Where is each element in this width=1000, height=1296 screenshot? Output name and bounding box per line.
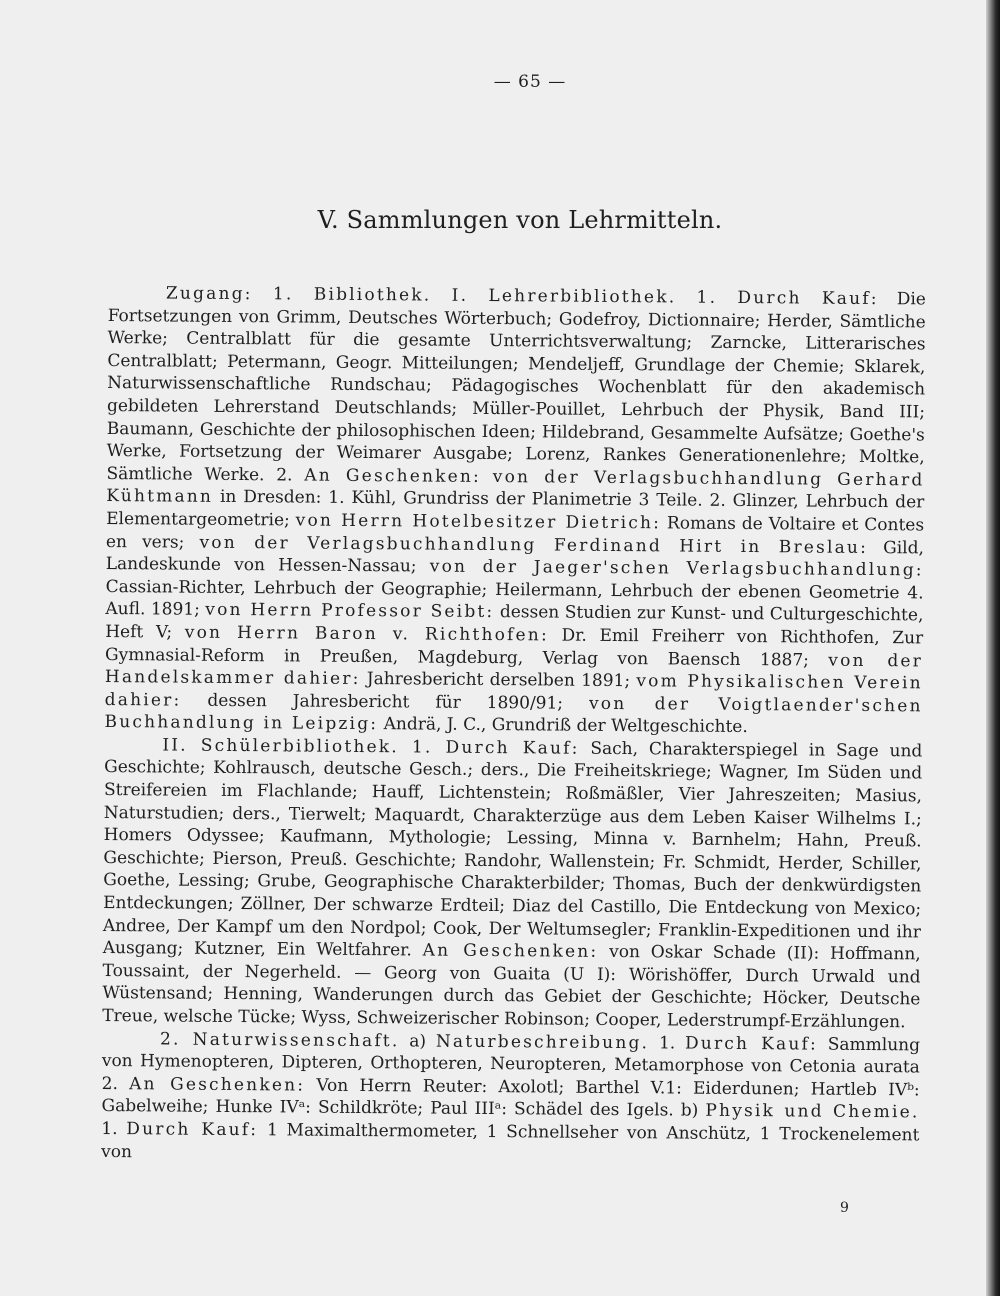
text-run: Physik und Chemie. <box>705 1101 920 1123</box>
text-run: Naturbeschreibung. <box>435 1031 650 1053</box>
paragraph-schuelerbibliothek <box>102 734 922 1034</box>
text-run: 1. <box>649 1032 686 1054</box>
text-run: 1. Bibliothek. I. Lehrerbibliothek. 1. <box>252 284 738 308</box>
text-run <box>481 467 493 487</box>
text-run: Zugang: <box>165 283 253 305</box>
text-run: Durch Kauf: <box>684 1033 819 1055</box>
text-run: An Geschenken: <box>129 1073 306 1096</box>
body-text <box>101 282 926 1170</box>
text-run: dessen Studien zur Kunst- und Culturgeschichte, Heft V; <box>105 602 924 643</box>
text-run: dessen Jahresbericht für 1890/91; <box>181 690 590 714</box>
text-run: vom Physikalischen Verein dahier: <box>104 671 923 711</box>
text-run: Jahresbericht derselben 1891; <box>360 669 637 692</box>
text-run: Durch Kauf: <box>445 737 580 759</box>
section-heading: V. Sammlungen von Lehrmitteln. <box>317 206 723 234</box>
text-run: 1 Maximalthermometer, 1 Schnellseher von Anschütz, 1 Trockenelement von <box>101 1120 920 1162</box>
scan-edge-shadow <box>986 0 1000 1296</box>
paragraph-naturwissenschaft <box>101 1028 920 1170</box>
text-run: Dr. Emil Freiherr von Richthofen, Zur Gymnasial-Reform in Preußen, Magdeburg, Verlag von Baensch 1887; <box>104 625 924 671</box>
text-run: 1. <box>101 1118 127 1140</box>
text-run: von der Voigtlaender'schen Buchhandlung in Leipzig: <box>104 693 923 735</box>
text-run: Durch Kauf: <box>126 1119 259 1141</box>
text-run: von Oskar Schade (II): Hoffmann, Toussaint, der Negerheld. — Georg von Guaita (U I): Wörishöffer, Durch Urwald und Wüstensand; Henning, Wanderungen durch das Gebiet der Geschichte; Höcker, Deutsche Treue, welsche Tücke; Wyss, Schweizerischer Robinson; Cooper, Lederstrumpf-Erzählungen. <box>102 942 921 1033</box>
text-run: a) <box>399 1030 436 1052</box>
text-run: von der Handelskammer dahier: <box>104 650 924 690</box>
text-run: Gild, Landeskunde von Hessen-Nassau; <box>105 537 925 577</box>
text-run: von der Jaeger'schen Verlagsbuchhandlung: <box>429 556 924 581</box>
text-run: II. Schülerbibliothek. 1. <box>162 735 446 758</box>
text-run: 2. Naturwissenschaft. <box>159 1029 400 1051</box>
text-run: An Geschenken: <box>422 940 599 963</box>
paragraph-zugang <box>104 282 926 740</box>
text-run: in Dresden: 1. Kühl, Grundriss der Planimetrie 3 Teile. 2. Glinzer, Lehrbuch der Elementargeometrie; <box>106 487 925 531</box>
text-run: von Herrn Hotelbesitzer Dietrich: <box>295 510 662 534</box>
page-number: — 65 — <box>493 72 567 92</box>
text-run: Sammlung von Hymenopteren, Dipteren, Orthopteren, Neuropteren, Metamorphose von Cetonia aurata 2. <box>101 1034 921 1094</box>
text-run: An Geschenken: <box>304 465 482 487</box>
text-run: von Herrn Professor Seibt: <box>205 600 495 623</box>
text-run: von der Verlagsbuchhandlung Gerhard Kühtmann <box>106 466 925 508</box>
text-run: Durch Kauf: <box>737 287 879 310</box>
text-run: Sach, Charakterspiegel in Sage und Geschichte; Kohlrausch, deutsche Gesch.; ders., Die Freiheitskriege; Wagner, Im Süden und Streifereien im Flachlande; Hauff, Lichtenstein; Roßmäßler, Vier Jahreszeiten; Masius, Naturstudien; ders., Tierwelt; Maquardt, Charakterzüge aus dem Leben Kaiser Wilhelms I.; Homers Odyssee; Kaufmann, Mythologie; Lessing, Minna v. Barnhelm; Hahn, Preuß. Geschichte; Pierson, Preuß. Geschichte; Randohr, Wallenstein; Fr. Schmidt, Herder, Schiller, Goethe, Lessing; Grube, Geographische Charakterbilder; Thomas, Buch der denkwürdigsten Entdeckungen; Zöllner, Der schwarze Erdteil; Diaz del Castillo, Die Entdeckung von Mexico; Andree, Der Kampf um den Nordpol; Cook, Der Weltumsegler; Franklin-Expeditionen und ihr Ausgang; Kutzner, Ein Weltfahrer. <box>102 738 923 961</box>
text-run: Von Herrn Reuter: Axolotl; Barthel V.1: Eiderdunen; Hartleb IVᵇ: Gabelweihe; Hunke IVᵃ: Schildkröte; Paul IIIᵃ: Schädel des Igels. b) <box>101 1075 920 1122</box>
text-run: Andrä, J. C., Grundriß der Weltgeschichte. <box>378 714 748 738</box>
text-run: Die Fortsetzungen von Grimm, Deutsches Wörterbuch; Godefroy, Dictionnaire; Herder, Sämtliche Werke; Centralblatt für die gesamte Unterrichtsverwaltung; Zarncke, Litterarisches Centralblatt; Petermann, Geogr. Mitteilungen; Mendeljeff, Grundlage der Chemie; Sklarek, Naturwissenschaftliche Rundschau; Pädagogisches Wochenblatt für den akademisch gebildeten Lehrerstand Deutschlands; Müller-Pouillet, Lehrbuch der Physik, Band III; Baumann, Geschichte der philosophischen Ideen; Hildebrand, Gesammelte Aufsätze; Goethe's Werke, Fortsetzung der Weimarer Ausgabe; Lorenz, Rankes Generationenlehre; Moltke, Sämtliche Werke. 2. <box>106 289 926 486</box>
text-run: Cassian-Richter, Lehrbuch der Geographie; Heilermann, Lehrbuch der ebenen Geometrie 4. Aufl. 1891; <box>105 576 924 621</box>
text-run: von der Verlagsbuchhandlung Ferdinand Hirt in Breslau: <box>199 532 869 558</box>
text-run: von Herrn Baron v. Richthofen: <box>184 622 550 646</box>
sheet-number: 9 <box>840 1200 849 1216</box>
text-run: Romans de Voltaire et Contes en vers; <box>105 513 925 553</box>
